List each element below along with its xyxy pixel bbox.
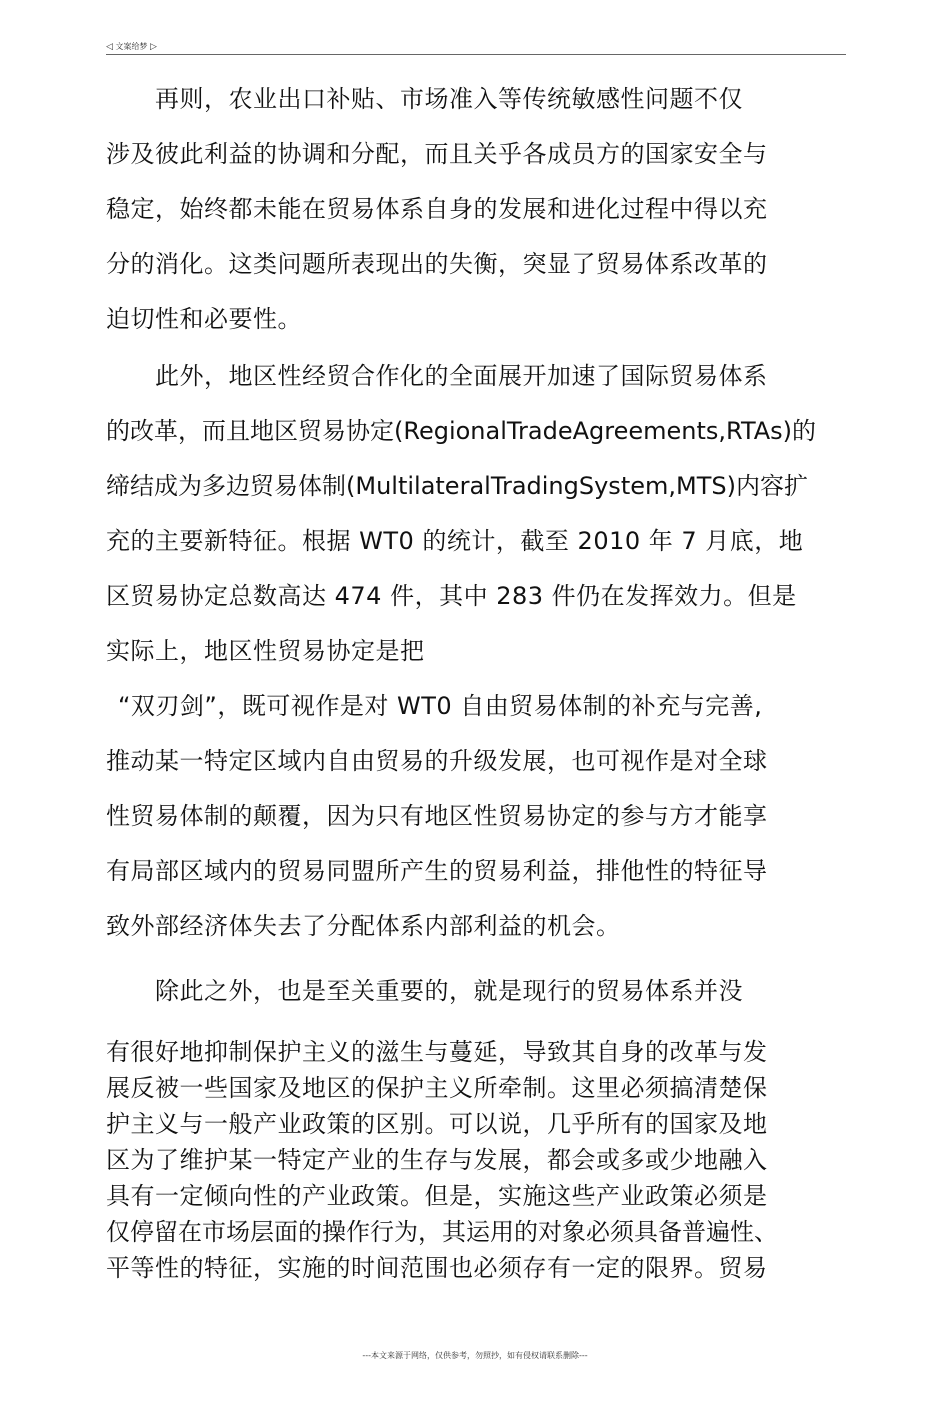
text-line: 稳定，始终都未能在贸易体系自身的发展和进化过程中得以充 <box>106 195 768 223</box>
text-line: 平等性的特征，实施的时间范围也必须存有一定的限界。贸易 <box>106 1254 768 1282</box>
text-line: 充的主要新特征。根据 WT0 的统计，截至 2010 年 7 月底，地 <box>106 527 804 555</box>
text-line: 分的消化。这类问题所表现出的失衡，突显了贸易体系改革的 <box>106 250 768 278</box>
text-line: 具有一定倾向性的产业政策。但是，实施这些产业政策必须是 <box>106 1182 768 1210</box>
page-footer: ---本文来源于网络，仅供参考，勿照抄，如有侵权请联系删除--- <box>362 1351 588 1360</box>
text-line: 区为了维护某一特定产业的生存与发展，都会或多或少地融入 <box>106 1146 768 1174</box>
text-line: 性贸易体制的颠覆，因为只有地区性贸易协定的参与方才能享 <box>106 802 768 830</box>
text-line: 区贸易协定总数高达 474 件，其中 283 件仍在发挥效力。但是 <box>106 582 797 610</box>
header-rule <box>106 54 846 55</box>
text-line: 迫切性和必要性。 <box>106 305 302 333</box>
text-line: 实际上，地区性贸易协定是把 <box>106 637 425 665</box>
text-line: 此外，地区性经贸合作化的全面展开加速了国际贸易体系 <box>106 362 768 390</box>
header-text: 文案给梦 <box>115 42 148 51</box>
text-line: 仅停留在市场层面的操作行为，其运用的对象必须具备普遍性、 <box>106 1218 778 1246</box>
text-line: 的改革，而且地区贸易协定(RegionalTradeAgreements,RTAs)的 <box>106 417 817 445</box>
text-line: 有局部区域内的贸易同盟所产生的贸易利益，排他性的特征导 <box>106 857 768 885</box>
left-arrow-icon: ◁ <box>106 42 113 52</box>
text-line: “双刃剑”，既可视作是对 WT0 自由贸易体制的补充与完善, <box>118 692 763 720</box>
text-line: 推动某一特定区域内自由贸易的升级发展，也可视作是对全球 <box>106 747 768 775</box>
page-header <box>106 40 846 54</box>
text-line: 展反被一些国家及地区的保护主义所牵制。这里必须搞清楚保 <box>106 1074 768 1102</box>
text-line: 缔结成为多边贸易体制(MultilateralTradingSystem,MTS)内容扩 <box>106 472 808 500</box>
text-line: 有很好地抑制保护主义的滋生与蔓延，导致其自身的改革与发 <box>106 1038 768 1066</box>
text-line: 护主义与一般产业政策的区别。可以说，几乎所有的国家及地 <box>106 1110 768 1138</box>
text-line: 涉及彼此利益的协调和分配，而且关乎各成员方的国家安全与 <box>106 140 768 168</box>
right-arrow-icon: ▷ <box>150 42 157 52</box>
text-line: 致外部经济体失去了分配体系内部利益的机会。 <box>106 912 621 940</box>
text-line: 除此之外，也是至关重要的，就是现行的贸易体系并没 <box>106 977 743 1005</box>
text-line: 再则，农业出口补贴、市场准入等传统敏感性问题不仅 <box>106 85 743 113</box>
